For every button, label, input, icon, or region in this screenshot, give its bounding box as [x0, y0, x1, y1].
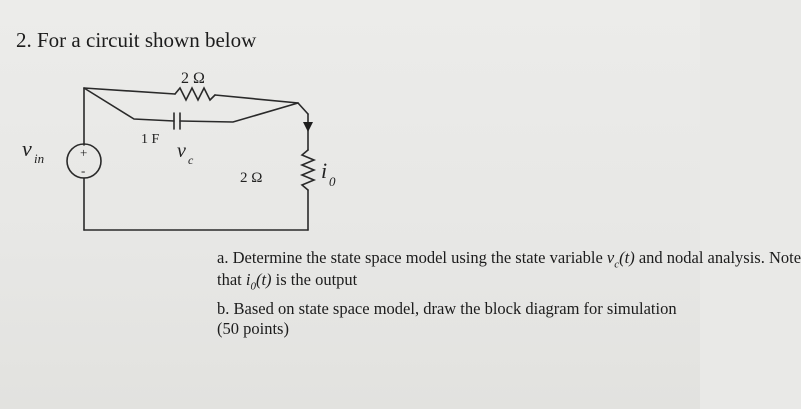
vc-label: v: [177, 140, 186, 162]
question-a-line2: [217, 270, 357, 292]
vin-subscript: in: [34, 151, 45, 166]
capacitor-label: 1 F: [141, 132, 160, 147]
question-a-argument: (t): [619, 248, 635, 267]
question-a-variable: v: [606, 248, 615, 267]
question-a2-variable: i: [245, 270, 251, 289]
question-points: (50 points): [217, 319, 289, 338]
wire-top-left-horizontal: [84, 88, 175, 94]
source-minus-sign: -: [81, 163, 86, 178]
vin-label: v: [22, 136, 32, 161]
question-a2-argument: (t): [255, 270, 272, 289]
question-a-text-pre: a. Determine the state space model using the state variable: [217, 248, 607, 267]
wire-cap-right: [180, 103, 298, 122]
resistor-right: [302, 150, 314, 190]
question-a-line1: [217, 248, 801, 270]
question-a2-variable-sub: 0: [250, 280, 256, 293]
question-b-line1: b. Based on state space model, draw the block diagram for simulation: [217, 299, 677, 318]
source-plus-sign: +: [80, 145, 88, 160]
resistor-top-label: 2 Ω: [181, 70, 205, 87]
io-label: i: [321, 158, 328, 183]
question-a2-text-pre: that: [217, 270, 246, 289]
resistor-mid-label: 2 Ω: [240, 170, 263, 186]
io-subscript: 0: [329, 174, 336, 189]
question-a-text-post: and nodal analysis. Note: [634, 248, 801, 267]
problem-title: 2. For a circuit shown below: [16, 28, 257, 52]
resistor-top: [175, 88, 215, 100]
vc-subscript: c: [188, 153, 194, 167]
question-a-variable-sub: c: [614, 258, 620, 271]
current-arrow: [303, 122, 313, 132]
question-a2-text-post: is the output: [271, 270, 358, 289]
